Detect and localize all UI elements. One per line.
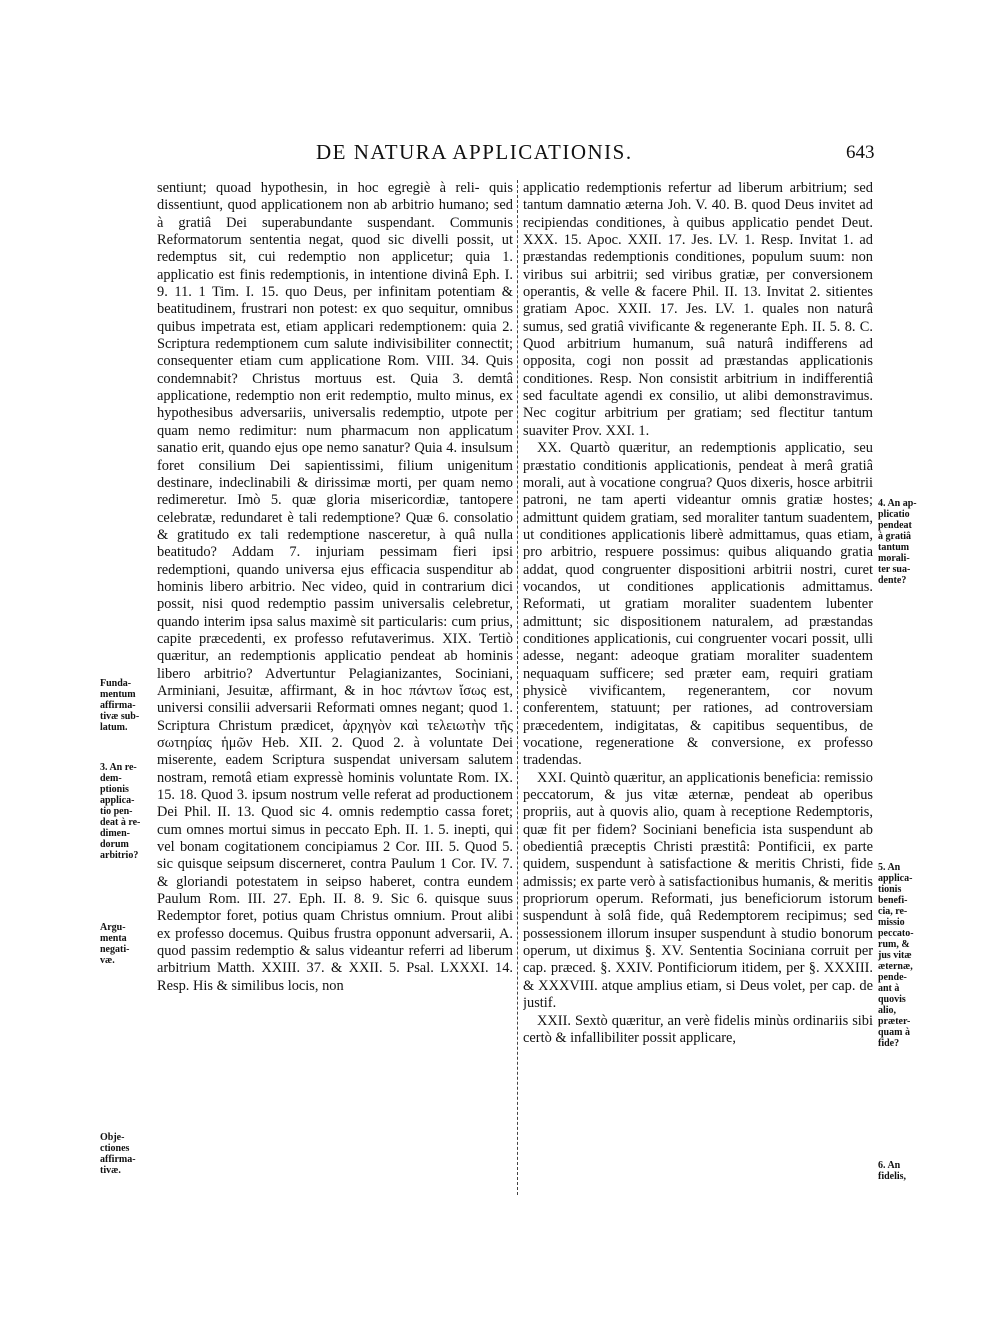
column-divider [517,180,518,1195]
page-number: 643 [846,142,875,163]
right-paragraph-3: XXI. Quintò quæritur, an applicationis beneficia: remissio peccatorum, & jus vitæ æternæ, pendeat ab operibus propriis, aut à quovis alio, quam à receptione Redemptoris, quæ fit per fidem? Sociniani beneficia ista suspendunt ab obedientiâ præceptis Christi præstitâ: Pontificii, ex parte quidem, suspendunt à satisfactione & meritis Christi, fide admissis; ex parte verò à satisfactionibus humanis, & meritis propriorum operum. Reformati, jus beneficiorum istorum suspendunt à solâ fide, quâ Redemptorem recipimus; sed possessionem illorum insuper suspendunt à studio bonorum operum, ut diximus §. XV. Sententia Sociniana corruit per cap. præced. §. XXIV. Pontificiorum itidem, per §. XXXIII. & XXXVIII. atque amplius etiam, si Deus volet, per cap. de justif. [523,769,873,1012]
margin-note-right-3: 6. An fidelis, [878,1160,907,1182]
margin-note-right-1: 4. An ap- plicatio pendeat à gratiâ tantum morali- ter sua- dente? [878,498,917,586]
right-paragraph-1: applicatio redemptionis refertur ad liberum arbitrium; sed tantum damnatio æterna Joh. V. 40. B. quod Deus invitet ad recipiendas conditiones, à quibus applicatio pendet Deut. XXX. 15. Apoc. XXII. 17. Jes. LV. 1. Resp. Invitat 1. ad præstandas redemptionis conditiones, populum suum: non viribus sui arbitrii; sed viribus gratiæ, per conversionem operantis, & velle & facere Phil. II. 13. Invitat 2. sitientes gratiam Apoc. XXII. 17. Jes. LV. 1. quales non naturâ sumus, sed gratiâ vivificante & regenerante Eph. II. 5. 8. C. Quod arbitrium humanum, suâ naturâ indifferens ad opposita, cogi non possit ad præstandas applicationis conditiones. Resp. Non consistit arbitrium in indifferentiâ sed facultate agendi ex consilio, ut alibi demonstravimus. Nec cogitur arbitrium per gratiam; sed flectitur tantum suaviter Prov. XXI. 1. [523,180,873,439]
running-title: DE NATURA APPLICATIONIS. [316,140,633,164]
margin-note-left-3: Argu- menta negati- væ. [100,922,130,966]
page-header [0,140,1000,170]
margin-note-left-1: Funda- mentum affirma- tivæ sub- latum. [100,678,140,733]
margin-note-right-2: 5. An applica- tionis benefi- cia, re- missio peccato- rum, & jus vitæ æternæ, pende- ant à quovis alio, præter- quam à fide? [878,862,914,1049]
right-paragraph-2: XX. Quartò quæritur, an redemptionis applicatio, seu præstatio conditionis applicationis, pendeat à merâ gratiâ morali, aut à vocatione congrua? Quos dixeris, hosce arbitrii patroni, ne tam aperti videantur omnis gratiæ hostes; admittunt quidem gratiam, sed moraliter tantum suadentem, ut conditiones applicationis liberè admittamus, quas etiam, pro arbitrio, respuere possimus: quibus aliquando gratia addat, quod congruenter dispositioni arbitrii nostri, curet vocandos, ut conditiones applicationis admittamus. Reformati, ut gratiam moraliter suadentem lubenter admittunt; sic dispositionem naturalem, ad præstandas conditiones applicationis, cui congruenter vocari possit, ulli adesse, negant: adeoque gratiam moraliter suadentem nequaquam sufficere; sed præter eam, requiri gratiam physicè vivificantem, regenerantem, cor novum conferentem, statuunt; per rationes, ad controversiam præcedentem, indigitatas, & capitibus sequentibus, de vocatione, regeneratione & conversione, ex professo tradendas. [523,440,873,769]
right-column [523,180,873,1190]
left-column-text: sentiunt; quoad hypothesin, in hoc egregiè à reli- quis dissentiunt, quod applicationem non ab arbitrio humano; sed à gratiâ Dei superabundante suspendant. Communis Reformatorum sententia negat, quod sic divelli possit, ut redemptus sit, cui redemptio non applicetur; quia 1. applicatio est finis redemptionis, in intentione divinâ Eph. I. 9. 11. 1 Tim. I. 15. quo Deus, per infinitam potentiam & beatitudinem, frustrari non potest: ex quo sequitur, omnibus quibus impetrata est, etiam applicari redemptionem: quia 2. Scriptura redemptionem cum salute indivisibiliter connectit; consequenter etiam cum applicatione Rom. VIII. 34. Quis condemnabit? Christus mortuus est. Quia 3. demtâ applicatione, redemptio non erit redemptio, multo minus, ex hypothesibus adversariis, universalis redemptio, utpote per quam nemo redimitur: num pharmacum non applicatum sanatio erit, quando ejus ope nemo sanatur? Quia 4. insulsum foret consilium Dei sapientissimi, filium unigenitum destinare, indeclinabili & dirissimæ morti, per quam nemo redimeretur. Imò 5. quæ gloria misericordiæ, tantopere celebratæ, redundaret è tali redemptione? Quæ 6. consolatio & gratitudo ex tali redemptione nasceretur, à quâ nulla beatitudo? Addam 7. injuriam pessimam fieri ipsi redemptioni, quando universa ejus efficacia suspenditur ab hominis libero arbitrio. Nec video, quid in contrarium dici possit, nisi quod redemptio passim universalis celebretur, quando interim ipsa salus maximè sit particularis: cum prius, capite præcedenti, ex professo refutaverimus. XIX. Tertiò quæritur, an redemptionis applicatio pendeat ab hominis libero arbitrio? Advertuntur Pelagianizantes, Sociniani, Arminiani, Jesuitæ, affirmant, & in hoc πάντων ἴσως est, universi consilii adversarii Reformati omnes negant; quod 1. Scriptura Christum prædicet, ἀρχηγὸν καὶ τελειωτὴν τῆς σωτηρίας ἡμῶν Heb. XII. 2. Quod 2. à voluntate Dei miserente, eadem Scriptura suspendat universam salutem nostram, remotâ etiam expressè hominis voluntate Rom. IX. 15. 18. Quod 3. ipsum nostrum velle referat ad productionem Dei Phil. II. 13. Quod sic 4. omnis redemptio cassa foret; cum omnes mortui simus in peccato Eph. II. 1. 5. inepti, qui vel bonam cogitationem concipiamus 2 Cor. III. 5. Quod 5. sic quisque seipsum discerneret, contra Paulum 1 Cor. IV. 7. & gloriandi potestatem in seipso haberet, contra eundem Paulum Rom. III. 27. Eph. II. 8. 9. Sic 6. quisque suus Redemptor foret, potius quam Christus omnium. Prout alibi ex professo docemus. Quibus frustra opponunt adversarii, A. quod passim redemptio & salus videantur referri ad liberum arbitrium Matth. XXIII. 37. & XXII. 5. Psal. LXXXI. 14. Resp. His & similibus locis, non [157,180,513,994]
right-paragraph-4: XXII. Sextò quæritur, an verè fidelis minùs ordinariis sibi certò & infallibiliter possit applicare, [523,1012,873,1046]
margin-note-left-2: 3. An re- dem- ptionis applica- tio pen- deat à re- dimen- dorum arbitrio? [100,762,141,861]
margin-note-left-4: Obje- ctiones affirma- tivæ. [100,1132,136,1176]
